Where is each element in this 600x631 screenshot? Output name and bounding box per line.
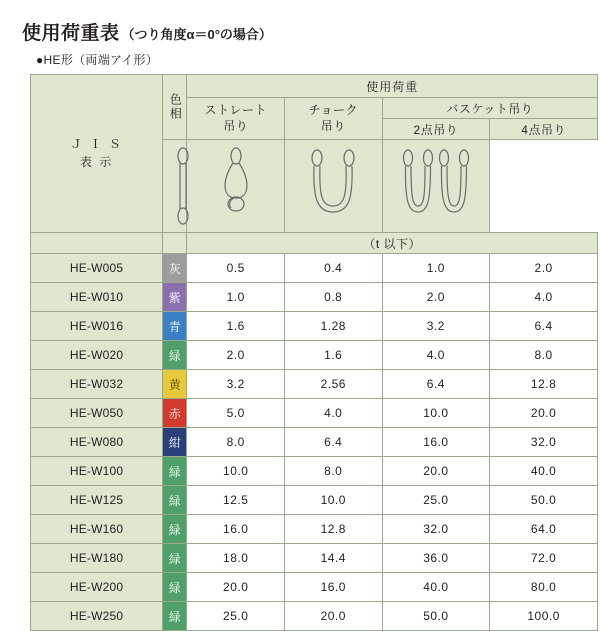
cell-hue: 赤 — [163, 399, 187, 428]
illustration-straight — [163, 140, 187, 233]
header-basket-4point: 4点吊り — [490, 119, 598, 140]
cell-hue: 灰 — [163, 254, 187, 283]
unit-label: （t 以下） — [187, 233, 598, 254]
header-straight — [187, 98, 285, 140]
header-hue-text: 色相 — [168, 93, 183, 121]
cell-code: HE-W032 — [31, 370, 163, 399]
unit-row — [31, 233, 598, 254]
cell-choke: 4.0 — [284, 399, 382, 428]
cell-straight: 25.0 — [187, 602, 285, 631]
cell-basket2: 2.0 — [382, 283, 490, 312]
cell-basket2: 10.0 — [382, 399, 490, 428]
cell-straight: 1.6 — [187, 312, 285, 341]
load-capacity-table — [30, 74, 598, 631]
cell-straight: 5.0 — [187, 399, 285, 428]
cell-choke: 20.0 — [284, 602, 382, 631]
cell-basket4: 6.4 — [490, 312, 598, 341]
header-load-group: 使用荷重 — [187, 75, 598, 98]
table-header-row-1 — [31, 75, 598, 98]
cell-straight: 12.5 — [187, 486, 285, 515]
cell-straight: 10.0 — [187, 457, 285, 486]
cell-hue: 紺 — [163, 428, 187, 457]
illustration-basket-2point — [284, 140, 382, 233]
cell-basket4: 20.0 — [490, 399, 598, 428]
cell-choke: 1.28 — [284, 312, 382, 341]
cell-basket4: 80.0 — [490, 573, 598, 602]
table-row — [31, 544, 598, 573]
cell-straight: 0.5 — [187, 254, 285, 283]
cell-choke: 0.4 — [284, 254, 382, 283]
cell-hue: 緑 — [163, 341, 187, 370]
cell-basket4: 4.0 — [490, 283, 598, 312]
table-row — [31, 457, 598, 486]
cell-code: HE-W160 — [31, 515, 163, 544]
cell-basket4: 72.0 — [490, 544, 598, 573]
header-basket: バスケット吊り — [382, 98, 597, 119]
unit-spacer-jis — [31, 233, 163, 254]
cell-basket2: 16.0 — [382, 428, 490, 457]
cell-choke: 10.0 — [284, 486, 382, 515]
cell-basket2: 25.0 — [382, 486, 490, 515]
page-title-main: 使用荷重表 — [22, 23, 120, 44]
cell-hue: 緑 — [163, 544, 187, 573]
cell-code: HE-W050 — [31, 399, 163, 428]
cell-code: HE-W180 — [31, 544, 163, 573]
chart-subtitle: ●HE形（両端アイ形） — [36, 53, 159, 67]
cell-hue: 緑 — [163, 573, 187, 602]
cell-basket4: 12.8 — [490, 370, 598, 399]
cell-code: HE-W100 — [31, 457, 163, 486]
table-row — [31, 399, 598, 428]
cell-basket2: 3.2 — [382, 312, 490, 341]
cell-choke: 12.8 — [284, 515, 382, 544]
cell-basket4: 40.0 — [490, 457, 598, 486]
cell-code: HE-W080 — [31, 428, 163, 457]
cell-code: HE-W200 — [31, 573, 163, 602]
header-choke-line1: チョーク — [308, 102, 359, 117]
cell-choke: 0.8 — [284, 283, 382, 312]
cell-choke: 14.4 — [284, 544, 382, 573]
table-row — [31, 283, 598, 312]
cell-straight: 1.0 — [187, 283, 285, 312]
cell-choke: 8.0 — [284, 457, 382, 486]
cell-code: HE-W020 — [31, 341, 163, 370]
table-row — [31, 254, 598, 283]
header-basket-2point: 2点吊り — [382, 119, 490, 140]
cell-choke: 1.6 — [284, 341, 382, 370]
cell-hue: 黄 — [163, 370, 187, 399]
header-choke — [284, 98, 382, 140]
cell-basket4: 100.0 — [490, 602, 598, 631]
page-title-sub: （つり角度α＝0°の場合） — [121, 27, 272, 42]
cell-basket2: 36.0 — [382, 544, 490, 573]
table-row — [31, 428, 598, 457]
cell-basket4: 50.0 — [490, 486, 598, 515]
cell-straight: 16.0 — [187, 515, 285, 544]
header-jis-line1: Ｊ Ｉ Ｓ — [70, 137, 123, 152]
cell-hue: 青 — [163, 312, 187, 341]
cell-basket2: 32.0 — [382, 515, 490, 544]
cell-basket2: 50.0 — [382, 602, 490, 631]
illustration-choke — [187, 140, 285, 233]
cell-straight: 8.0 — [187, 428, 285, 457]
cell-code: HE-W250 — [31, 602, 163, 631]
unit-spacer-hue — [163, 233, 187, 254]
cell-hue: 緑 — [163, 602, 187, 631]
cell-basket2: 40.0 — [382, 573, 490, 602]
table-row — [31, 573, 598, 602]
cell-basket4: 64.0 — [490, 515, 598, 544]
table-row — [31, 602, 598, 631]
header-choke-line2: 吊り — [320, 118, 346, 133]
cell-basket2: 4.0 — [382, 341, 490, 370]
header-straight-line2: 吊り — [223, 118, 249, 133]
page-title — [22, 18, 584, 45]
cell-straight: 2.0 — [187, 341, 285, 370]
table-row — [31, 341, 598, 370]
cell-hue: 緑 — [163, 457, 187, 486]
cell-choke: 6.4 — [284, 428, 382, 457]
cell-straight: 20.0 — [187, 573, 285, 602]
cell-hue: 紫 — [163, 283, 187, 312]
table-row — [31, 515, 598, 544]
illustration-basket-4point — [382, 140, 490, 233]
table-row — [31, 486, 598, 515]
cell-hue: 緑 — [163, 486, 187, 515]
cell-choke: 16.0 — [284, 573, 382, 602]
cell-code: HE-W125 — [31, 486, 163, 515]
cell-code: HE-W005 — [31, 254, 163, 283]
header-jis-line2: 表 示 — [79, 154, 114, 169]
cell-basket2: 6.4 — [382, 370, 490, 399]
cell-basket2: 1.0 — [382, 254, 490, 283]
cell-straight: 3.2 — [187, 370, 285, 399]
cell-choke: 2.56 — [284, 370, 382, 399]
cell-basket4: 2.0 — [490, 254, 598, 283]
cell-basket4: 32.0 — [490, 428, 598, 457]
cell-straight: 18.0 — [187, 544, 285, 573]
header-straight-line1: ストレート — [204, 102, 267, 117]
cell-hue: 緑 — [163, 515, 187, 544]
header-jis-label — [31, 75, 163, 233]
cell-basket2: 20.0 — [382, 457, 490, 486]
table-row — [31, 370, 598, 399]
header-hue-label — [163, 75, 187, 140]
table-row — [31, 312, 598, 341]
cell-code: HE-W016 — [31, 312, 163, 341]
cell-code: HE-W010 — [31, 283, 163, 312]
cell-basket4: 8.0 — [490, 341, 598, 370]
